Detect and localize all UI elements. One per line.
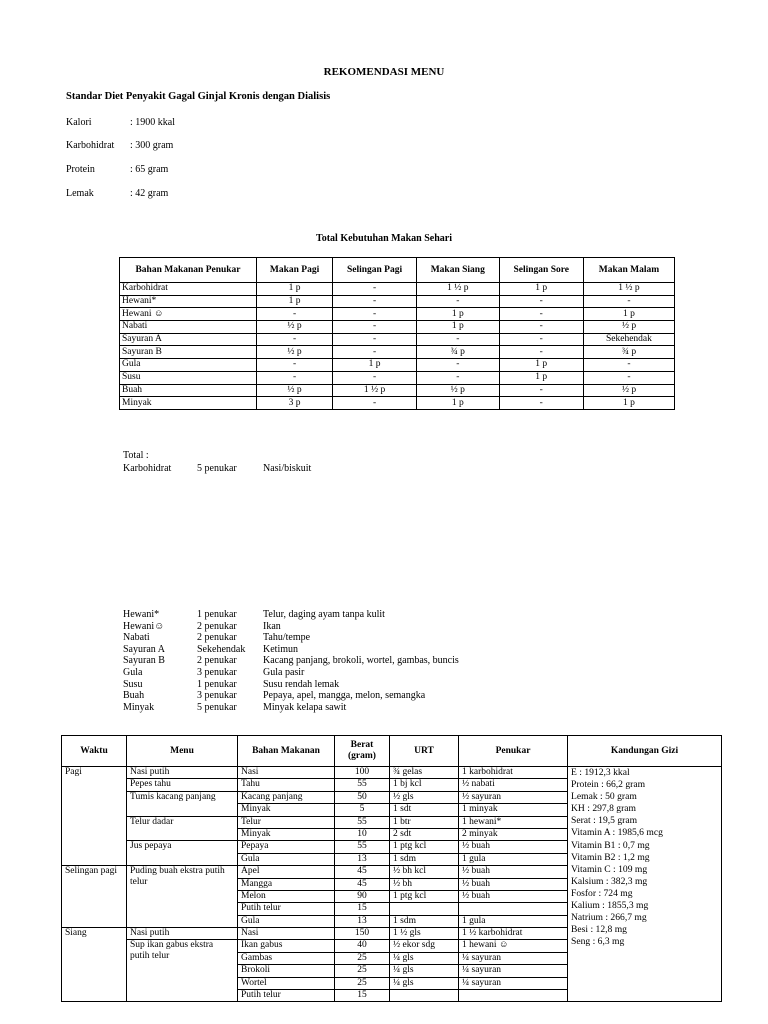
nutrition-item: Fosfor : 724 mg bbox=[571, 887, 633, 899]
urt-cell: 1 sdm bbox=[390, 915, 459, 927]
exchange-foods: Ikan bbox=[263, 620, 281, 632]
total-amount: 5 penukar bbox=[197, 463, 237, 474]
food-group-cell: Susu bbox=[120, 371, 257, 384]
table-row bbox=[120, 333, 675, 346]
needs-table-title: Total Kebutuhan Makan Sehari bbox=[315, 233, 453, 244]
portion-cell: 1 p bbox=[583, 308, 674, 321]
table-header-row bbox=[120, 258, 675, 283]
nutrition-item: Serat : 19,5 gram bbox=[571, 815, 638, 827]
exchange-cell: ½ nabati bbox=[459, 779, 568, 791]
urt-cell: ½ gls bbox=[390, 791, 459, 803]
food-group-cell: Sayuran B bbox=[120, 346, 257, 359]
exchange-group: Sayuran A bbox=[123, 643, 165, 655]
food-group-cell: Buah bbox=[120, 384, 257, 397]
ingredient-cell: Gula bbox=[238, 915, 335, 927]
exchange-group: Sayuran B bbox=[123, 655, 165, 667]
column-header: Penukar bbox=[459, 736, 568, 767]
portion-cell: ½ p bbox=[257, 321, 333, 334]
meal-time-cell: Siang bbox=[62, 928, 127, 1002]
nutrition-item: Seng : 6,3 mg bbox=[571, 936, 625, 948]
exchange-cell: 1 minyak bbox=[459, 804, 568, 816]
menu-cell: Tumis kacang panjang bbox=[127, 791, 238, 816]
list-item bbox=[123, 679, 723, 691]
exchange-amount: 5 penukar bbox=[197, 701, 237, 713]
urt-cell: 1 ptg kcl bbox=[390, 841, 459, 853]
urt-cell: 1 btr bbox=[390, 816, 459, 828]
table-row bbox=[120, 346, 675, 359]
exchange-group: Hewani* bbox=[123, 609, 160, 620]
list-item bbox=[123, 632, 723, 644]
nutrition-item: Vitamin A : 1985,6 mcg bbox=[571, 827, 663, 839]
table-row bbox=[62, 767, 722, 779]
exchange-cell bbox=[459, 990, 568, 1002]
exchange-amount: 1 penukar bbox=[197, 678, 237, 690]
portion-cell: - bbox=[333, 321, 417, 334]
exchange-cell: 1 gula bbox=[459, 853, 568, 865]
weight-cell: 150 bbox=[335, 928, 390, 940]
exchange-cell: ¼ sayuran bbox=[459, 952, 568, 964]
portion-cell: - bbox=[499, 308, 583, 321]
standard-label: Lemak bbox=[66, 188, 94, 199]
exchange-foods: Tahu/tempe bbox=[263, 632, 311, 644]
nutrition-item: Natrium : 266,7 mg bbox=[571, 912, 647, 924]
table-row bbox=[120, 384, 675, 397]
standard-label: Kalori bbox=[66, 117, 92, 128]
ingredient-cell: Ikan gabus bbox=[238, 940, 335, 952]
portion-cell: 1 p bbox=[257, 295, 333, 308]
nutrition-item: Vitamin B1 : 0,7 mg bbox=[571, 839, 650, 851]
portion-cell: - bbox=[499, 397, 583, 410]
nutrition-item: KH : 297,8 gram bbox=[571, 803, 637, 815]
exchange-cell: ½ buah bbox=[459, 878, 568, 890]
exchange-cell bbox=[459, 903, 568, 915]
list-item bbox=[123, 655, 723, 667]
column-header: Makan Pagi bbox=[257, 258, 333, 283]
exchange-foods: Telur, daging ayam tanpa kulit bbox=[263, 609, 385, 620]
food-group-cell: Hewani ☺ bbox=[120, 308, 257, 321]
portion-cell: 1 ½ p bbox=[333, 384, 417, 397]
urt-cell bbox=[390, 990, 459, 1002]
standard-label: Protein bbox=[66, 164, 95, 175]
standard-kalori bbox=[66, 117, 175, 128]
urt-cell: ¼ gls bbox=[390, 977, 459, 989]
portion-cell: - bbox=[333, 283, 417, 296]
portion-cell: - bbox=[333, 397, 417, 410]
urt-cell: ¾ gelas bbox=[390, 767, 459, 779]
standard-label: Karbohidrat bbox=[66, 140, 115, 151]
list-item bbox=[123, 702, 723, 714]
portion-cell: ½ p bbox=[257, 346, 333, 359]
table-row bbox=[120, 295, 675, 308]
ingredient-cell: Minyak bbox=[238, 828, 335, 840]
weight-cell: 15 bbox=[335, 903, 390, 915]
portion-cell: ½ p bbox=[257, 384, 333, 397]
weight-cell: 25 bbox=[335, 952, 390, 964]
exchange-cell: ½ buah bbox=[459, 890, 568, 902]
weight-cell: 25 bbox=[335, 965, 390, 977]
ingredient-cell: Minyak bbox=[238, 804, 335, 816]
ingredient-cell: Putih telur bbox=[238, 903, 335, 915]
portion-cell: - bbox=[499, 384, 583, 397]
nutrition-content-cell bbox=[568, 767, 722, 1002]
portion-cell: 1 p bbox=[499, 283, 583, 296]
portion-cell: 3 p bbox=[257, 397, 333, 410]
portion-cell: - bbox=[257, 333, 333, 346]
portion-cell: ½ p bbox=[417, 384, 500, 397]
portion-cell: - bbox=[333, 308, 417, 321]
weight-cell: 25 bbox=[335, 977, 390, 989]
column-header: Selingan Sore bbox=[499, 258, 583, 283]
exchange-amount: 1 penukar bbox=[197, 609, 237, 620]
weight-cell: 45 bbox=[335, 878, 390, 890]
column-header: Selingan Pagi bbox=[333, 258, 417, 283]
portion-cell: - bbox=[417, 295, 500, 308]
menu-cell: Telur dadar bbox=[127, 816, 238, 841]
column-header: Waktu bbox=[62, 736, 127, 767]
ingredient-cell: Putih telur bbox=[238, 990, 335, 1002]
exchange-cell: ¼ sayuran bbox=[459, 977, 568, 989]
total-group: Karbohidrat bbox=[123, 463, 172, 474]
exchange-foods: Susu rendah lemak bbox=[263, 678, 340, 690]
nutrition-item: Vitamin C : 109 mg bbox=[571, 863, 648, 875]
exchange-amount: 2 penukar bbox=[197, 632, 237, 644]
daily-needs-table bbox=[119, 257, 675, 410]
column-header: Kandungan Gizi bbox=[568, 736, 722, 767]
table-row bbox=[120, 397, 675, 410]
nutrition-item: Vitamin B2 : 1,2 mg bbox=[571, 851, 650, 863]
portion-cell: 1 ½ p bbox=[417, 283, 500, 296]
ingredient-cell: Pepaya bbox=[238, 841, 335, 853]
ingredient-cell: Nasi bbox=[238, 767, 335, 779]
column-header: Bahan Makanan bbox=[238, 736, 335, 767]
portion-cell: 1 p bbox=[417, 397, 500, 410]
weight-cell: 15 bbox=[335, 990, 390, 1002]
standard-lemak bbox=[66, 188, 168, 199]
column-header: URT bbox=[390, 736, 459, 767]
urt-cell: 1 sdm bbox=[390, 853, 459, 865]
table-row bbox=[120, 283, 675, 296]
urt-cell: ¼ gls bbox=[390, 952, 459, 964]
ingredient-cell: Brokoli bbox=[238, 965, 335, 977]
portion-cell: ½ p bbox=[583, 384, 674, 397]
portion-cell: - bbox=[333, 333, 417, 346]
urt-cell: 1 sdt bbox=[390, 804, 459, 816]
portion-cell: - bbox=[499, 333, 583, 346]
exchange-cell: 1 karbohidrat bbox=[459, 767, 568, 779]
urt-cell: 1 bj kcl bbox=[390, 779, 459, 791]
weight-cell: 55 bbox=[335, 816, 390, 828]
portion-cell: - bbox=[499, 295, 583, 308]
weight-cell: 13 bbox=[335, 853, 390, 865]
standard-value: : 300 gram bbox=[130, 140, 174, 151]
portion-cell: - bbox=[257, 308, 333, 321]
column-header: Menu bbox=[127, 736, 238, 767]
nutrition-item: E : 1912,3 kkal bbox=[571, 767, 630, 778]
table-row bbox=[120, 359, 675, 372]
portion-cell: 1 p bbox=[417, 321, 500, 334]
portion-cell: - bbox=[499, 321, 583, 334]
nutrition-item: Protein : 66,2 gram bbox=[571, 779, 646, 791]
page-title: REKOMENDASI MENU bbox=[323, 66, 445, 78]
menu-cell: Pepes tahu bbox=[127, 779, 238, 791]
exchange-group: Gula bbox=[123, 666, 143, 678]
table-row bbox=[120, 321, 675, 334]
ingredient-cell: Wortel bbox=[238, 977, 335, 989]
meal-time-cell: Pagi bbox=[62, 767, 127, 866]
exchange-group: Nabati bbox=[123, 632, 150, 644]
portion-cell: - bbox=[333, 295, 417, 308]
standard-value: : 1900 kkal bbox=[130, 117, 175, 128]
ingredient-cell: Melon bbox=[238, 890, 335, 902]
standard-value: : 65 gram bbox=[130, 164, 169, 175]
total-section bbox=[123, 449, 312, 474]
standard-protein bbox=[66, 164, 168, 175]
ingredient-cell: Nasi bbox=[238, 928, 335, 940]
nutrition-item: Kalium : 1855,3 mg bbox=[571, 900, 649, 912]
portion-cell: Sekehendak bbox=[583, 333, 674, 346]
portion-cell: - bbox=[583, 371, 674, 384]
list-item bbox=[123, 621, 723, 633]
portion-cell: - bbox=[417, 333, 500, 346]
nutrition-item: Kalsium : 382,3 mg bbox=[571, 875, 648, 887]
table-header-row bbox=[62, 736, 722, 767]
menu-cell: Puding buah ekstra putih telur bbox=[127, 866, 238, 928]
portion-cell: - bbox=[333, 346, 417, 359]
column-header: Bahan Makanan Penukar bbox=[120, 258, 257, 283]
portion-cell: ¾ p bbox=[417, 346, 500, 359]
weight-cell: 50 bbox=[335, 791, 390, 803]
column-header: Berat (gram) bbox=[335, 736, 390, 767]
exchange-foods: Minyak kelapa sawit bbox=[263, 701, 347, 713]
portion-cell: 1 p bbox=[583, 397, 674, 410]
ingredient-cell: Mangga bbox=[238, 878, 335, 890]
portion-cell: 1 p bbox=[333, 359, 417, 372]
food-group-cell: Nabati bbox=[120, 321, 257, 334]
portion-cell: 1 ½ p bbox=[583, 283, 674, 296]
weight-cell: 45 bbox=[335, 866, 390, 878]
weight-cell: 55 bbox=[335, 841, 390, 853]
urt-cell: ½ bh kcl bbox=[390, 866, 459, 878]
food-group-cell: Hewani* bbox=[120, 295, 257, 308]
portion-cell: - bbox=[417, 359, 500, 372]
standard-karbohidrat bbox=[66, 140, 173, 151]
portion-cell: - bbox=[417, 371, 500, 384]
column-header: Makan Siang bbox=[417, 258, 500, 283]
food-group-cell: Sayuran A bbox=[120, 333, 257, 346]
urt-cell: ½ bh bbox=[390, 878, 459, 890]
exchange-group: Minyak bbox=[123, 701, 155, 713]
portion-cell: ¾ p bbox=[583, 346, 674, 359]
ingredient-cell: Apel bbox=[238, 866, 335, 878]
weight-cell: 5 bbox=[335, 804, 390, 816]
exchange-foods: Kacang panjang, brokoli, wortel, gambas, buncis bbox=[263, 655, 459, 667]
ingredient-cell: Tahu bbox=[238, 779, 335, 791]
exchange-foods: Gula pasir bbox=[263, 666, 305, 678]
diet-standard-title: Standar Diet Penyakit Gagal Ginjal Kronis dengan Dialisis bbox=[66, 91, 331, 102]
portion-cell: - bbox=[583, 359, 674, 372]
food-group-cell: Gula bbox=[120, 359, 257, 372]
urt-cell: 1 ptg kcl bbox=[390, 890, 459, 902]
portion-cell: - bbox=[257, 371, 333, 384]
exchange-list bbox=[123, 609, 723, 713]
menu-table bbox=[61, 735, 722, 1002]
nutrition-item: Lemak : 50 gram bbox=[571, 791, 637, 803]
portion-cell: 1 p bbox=[417, 308, 500, 321]
list-item bbox=[123, 644, 723, 656]
urt-cell bbox=[390, 903, 459, 915]
weight-cell: 90 bbox=[335, 890, 390, 902]
food-group-cell: Karbohidrat bbox=[120, 283, 257, 296]
exchange-cell: 1 ½ karbohidrat bbox=[459, 928, 568, 940]
urt-cell: 2 sdt bbox=[390, 828, 459, 840]
weight-cell: 10 bbox=[335, 828, 390, 840]
urt-cell: ¼ gls bbox=[390, 965, 459, 977]
portion-cell: - bbox=[499, 346, 583, 359]
exchange-cell: ½ buah bbox=[459, 866, 568, 878]
table-row bbox=[120, 308, 675, 321]
exchange-cell: 2 minyak bbox=[459, 828, 568, 840]
menu-cell: Nasi putih bbox=[127, 767, 238, 779]
exchange-amount: 2 penukar bbox=[197, 620, 237, 632]
portion-cell: 1 p bbox=[499, 371, 583, 384]
exchange-foods: Pepaya, apel, mangga, melon, semangka bbox=[263, 690, 426, 702]
urt-cell: ½ ekor sdg bbox=[390, 940, 459, 952]
ingredient-cell: Telur bbox=[238, 816, 335, 828]
portion-cell: 1 p bbox=[499, 359, 583, 372]
weight-cell: 55 bbox=[335, 779, 390, 791]
list-item bbox=[123, 690, 723, 702]
nutrition-item: Besi : 12,8 mg bbox=[571, 924, 627, 936]
exchange-cell: ¼ sayuran bbox=[459, 965, 568, 977]
standard-value: : 42 gram bbox=[130, 188, 169, 199]
exchange-cell: ½ sayuran bbox=[459, 791, 568, 803]
column-header: Makan Malam bbox=[583, 258, 674, 283]
list-item bbox=[123, 609, 723, 621]
exchange-amount: 3 penukar bbox=[197, 690, 237, 702]
list-item bbox=[123, 667, 723, 679]
menu-cell: Jus pepaya bbox=[127, 841, 238, 866]
exchange-cell: 1 gula bbox=[459, 915, 568, 927]
exchange-group: Susu bbox=[123, 678, 143, 690]
ingredient-cell: Gambas bbox=[238, 952, 335, 964]
exchange-cell: 1 hewani* bbox=[459, 816, 568, 828]
weight-cell: 40 bbox=[335, 940, 390, 952]
exchange-cell: ½ buah bbox=[459, 841, 568, 853]
exchange-amount: 3 penukar bbox=[197, 666, 237, 678]
urt-cell: 1 ½ gls bbox=[390, 928, 459, 940]
exchange-cell: 1 hewani ☺ bbox=[459, 940, 568, 952]
portion-cell: - bbox=[257, 359, 333, 372]
exchange-amount: 2 penukar bbox=[197, 655, 237, 667]
total-label: Total : bbox=[123, 450, 149, 461]
portion-cell: - bbox=[333, 371, 417, 384]
ingredient-cell: Gula bbox=[238, 853, 335, 865]
meal-time-cell: Selingan pagi bbox=[62, 866, 127, 928]
total-food: Nasi/biskuit bbox=[263, 463, 312, 474]
exchange-group: Hewani☺ bbox=[123, 620, 165, 632]
exchange-amount: Sekehendak bbox=[197, 643, 246, 655]
exchange-foods: Ketimun bbox=[263, 643, 298, 655]
portion-cell: - bbox=[583, 295, 674, 308]
menu-cell: Sup ikan gabus ekstra putih telur bbox=[127, 940, 238, 1002]
portion-cell: ½ p bbox=[583, 321, 674, 334]
table-row bbox=[120, 371, 675, 384]
exchange-group: Buah bbox=[123, 690, 145, 702]
menu-cell: Nasi putih bbox=[127, 928, 238, 940]
portion-cell: 1 p bbox=[257, 283, 333, 296]
food-group-cell: Minyak bbox=[120, 397, 257, 410]
weight-cell: 100 bbox=[335, 767, 390, 779]
ingredient-cell: Kacang panjang bbox=[238, 791, 335, 803]
weight-cell: 13 bbox=[335, 915, 390, 927]
